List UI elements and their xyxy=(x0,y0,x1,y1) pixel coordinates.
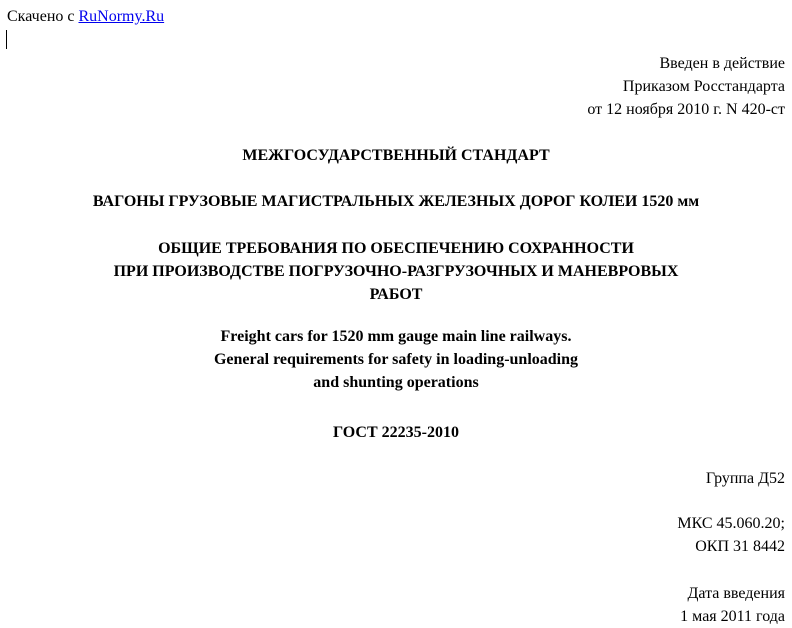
english-title-line-1: Freight cars for 1520 mm gauge main line railways. xyxy=(220,328,572,345)
introduction-date: 1 мая 2011 года xyxy=(680,608,785,625)
text-cursor xyxy=(6,30,7,49)
introduction-date-block xyxy=(680,582,785,628)
english-title-line-2: General requirements for safety in loading-unloading xyxy=(213,351,578,368)
mks-code: МКС 45.060.20; xyxy=(677,515,785,532)
runormy-link[interactable]: RuNormy.Ru xyxy=(78,8,165,25)
introduction-label: Дата введения xyxy=(687,585,785,602)
download-source xyxy=(7,7,164,26)
standard-title-line-2: ПРИ ПРОИЗВОДСТВЕ ПОГРУЗОЧНО-РАЗГРУЗОЧНЫХ И МАНЕВРОВЫХ xyxy=(113,263,679,280)
classification-group: Группа Д52 xyxy=(705,470,785,487)
standard-title-line-1: ОБЩИЕ ТРЕБОВАНИЯ ПО ОБЕСПЕЧЕНИЮ СОХРАННОСТИ xyxy=(158,240,634,257)
okp-code: ОКП 31 8442 xyxy=(695,538,785,555)
standard-type: МЕЖГОСУДАРСТВЕННЫЙ СТАНДАРТ xyxy=(242,147,550,164)
approval-line-3: от 12 ноября 2010 г. N 420-ст xyxy=(587,101,785,118)
approval-block xyxy=(587,52,785,121)
download-prefix: Скачено с xyxy=(7,8,75,25)
classification-codes xyxy=(677,512,785,558)
approval-line-2: Приказом Росстандарта xyxy=(622,78,785,95)
standard-title xyxy=(0,237,792,306)
gost-number: ГОСТ 22235-2010 xyxy=(333,424,459,441)
english-title xyxy=(0,325,792,394)
standard-subject: ВАГОНЫ ГРУЗОВЫЕ МАГИСТРАЛЬНЫХ ЖЕЛЕЗНЫХ ДОРОГ КОЛЕИ 1520 мм xyxy=(92,193,700,210)
english-title-line-3: and shunting operations xyxy=(313,374,479,391)
approval-line-1: Введен в действие xyxy=(659,55,785,72)
standard-title-line-3: РАБОТ xyxy=(369,286,423,303)
